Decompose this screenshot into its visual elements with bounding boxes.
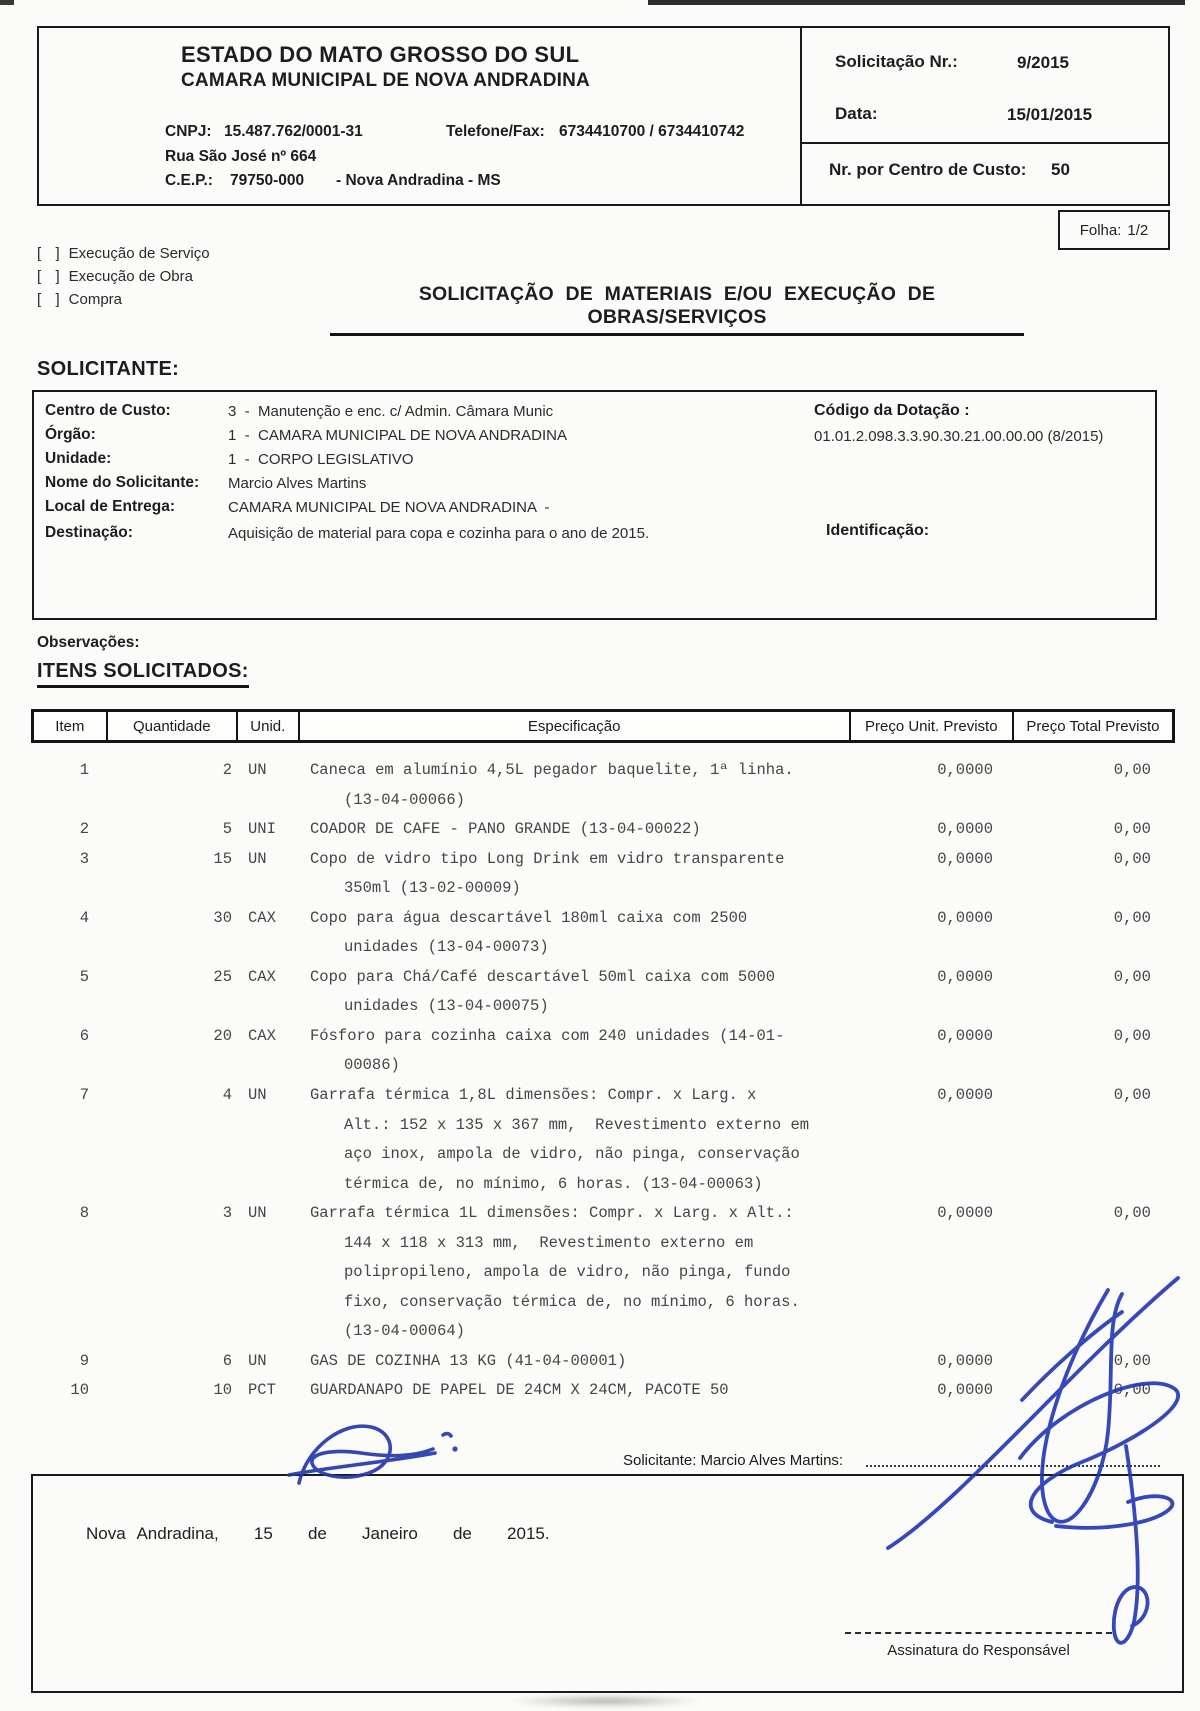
cell-item: 3 (79, 849, 89, 868)
cell-item: 9 (79, 1351, 89, 1370)
cell-spec (310, 1081, 890, 1199)
spec-line: unidades (13-04-00073) (344, 938, 549, 957)
cell-unit: UN (248, 849, 267, 868)
cell-spec (310, 1022, 890, 1081)
cell-unit: CAX (248, 908, 276, 927)
cell-unit_price: 0,0000 (937, 1204, 993, 1223)
cell-total_price: 0,00 (1113, 1026, 1151, 1045)
phone-label: Telefone/Fax: (446, 123, 545, 140)
date-value: 15/01/2015 (1007, 105, 1093, 124)
spec-line: fixo, conservação térmica de, no mínimo, 6 horas. (344, 1292, 800, 1311)
cell-qty: 25 (213, 967, 232, 986)
spec-line: Copo de vidro tipo Long Drink em vidro transparente (310, 849, 785, 868)
responsavel-signature-label: Assinatura do Responsável (887, 1642, 1070, 1659)
checkbox-execucao-servico (37, 245, 210, 262)
column-header: Preço Unit. Previsto (851, 712, 1014, 740)
spec-line: polipropileno, ampola de vidro, não pinga, fundo (344, 1263, 791, 1282)
items-body (31, 756, 1175, 1406)
cost-center-nr-label: Nr. por Centro de Custo: (829, 160, 1027, 179)
spec-line: Caneca em alumínio 4,5L pegador baquelite, 1ª linha. (310, 761, 794, 779)
org-name-chamber: CAMARA MUNICIPAL DE NOVA ANDRADINA (181, 70, 590, 91)
cell-total_price: 0,00 (1113, 1204, 1151, 1223)
column-header: Especificação (300, 712, 851, 740)
spec-line: Copo para Chá/Café descartável 50ml caixa com 5000 (310, 967, 776, 986)
sheet-label: Folha: (1079, 221, 1122, 239)
table-row (31, 845, 1175, 904)
cell-unit_price: 0,0000 (937, 849, 993, 868)
spec-line: GUARDANAPO DE PAPEL DE 24CM X 24CM, PACOTE 50 (310, 1381, 729, 1400)
column-header: Preço Total Previsto (1026, 717, 1160, 735)
org-name-state: ESTADO DO MATO GROSSO DO SUL (181, 42, 580, 67)
spec-line: 144 x 118 x 313 mm, Revestimento externo em (344, 1233, 754, 1252)
spec-line: 350ml (13-02-00009) (344, 879, 521, 898)
cell-qty: 3 (222, 1204, 232, 1223)
cep-value: 79750-000 (230, 172, 305, 189)
checkbox-brackets-icon: [ ] (37, 245, 62, 262)
column-header: Unid. (238, 712, 300, 740)
cell-item: 6 (79, 1026, 89, 1045)
cell-spec (310, 904, 890, 963)
request-section-divider (802, 142, 1168, 144)
cell-qty: 2 (222, 761, 232, 779)
checkbox-compra (37, 291, 122, 308)
cell-total_price: 0,00 (1113, 1086, 1151, 1105)
cell-qty: 15 (213, 849, 232, 868)
cost-center-nr-value: 50 (1051, 160, 1070, 179)
cell-unit_price: 0,0000 (937, 1026, 993, 1045)
field-value: 1 - CORPO LEGISLATIVO (228, 451, 414, 468)
spec-line: Alt.: 152 x 135 x 367 mm, Revestimento externo em (344, 1115, 810, 1134)
scan-edge-artifact-corner (0, 0, 14, 5)
spec-line: COADOR DE CAFE - PANO GRANDE (13-04-00022) (310, 820, 701, 839)
cnpj-label: CNPJ: (165, 123, 212, 140)
sheet-value: 1/2 (1127, 221, 1149, 239)
cell-qty: 4 (222, 1086, 232, 1105)
cell-unit_price: 0,0000 (937, 1351, 993, 1370)
solicitante-signature-label: Solicitante: Marcio Alves Martins: (623, 1452, 844, 1469)
cell-total_price: 0,00 (1113, 1351, 1151, 1370)
request-nr-value: 9/2015 (1017, 53, 1069, 72)
document-title: SOLICITAÇÃO DE MATERIAIS E/OU EXECUÇÃO DE OBRAS/SERVIÇOS (330, 283, 1024, 336)
spec-line: GAS DE COZINHA 13 KG (41-04-00001) (310, 1351, 627, 1370)
field-label: Órgão: (45, 426, 96, 443)
cell-unit: UN (248, 1351, 267, 1370)
cell-spec (310, 963, 890, 1022)
checkbox-label: Execução de Serviço (68, 245, 210, 262)
table-row (31, 1376, 1175, 1406)
cep-label: C.E.P.: (165, 172, 213, 189)
cell-qty: 10 (213, 1381, 232, 1400)
spec-line: Garrafa térmica 1,8L dimensões: Compr. x Larg. x (310, 1086, 757, 1105)
cell-item: 1 (79, 761, 89, 779)
table-row (31, 963, 1175, 1022)
field-value: CAMARA MUNICIPAL DE NOVA ANDRADINA - (228, 499, 550, 516)
place-date-line: Nova Andradina, 15 de Janeiro de 2015. (86, 1524, 550, 1543)
spec-line: (13-04-00064) (344, 1322, 465, 1341)
cell-unit: CAX (248, 967, 276, 986)
cell-unit: UN (248, 1086, 267, 1105)
cell-item: 4 (79, 908, 89, 927)
items-table-header (31, 709, 1175, 743)
solicitante-box (32, 390, 1157, 620)
spec-line: 00086) (344, 1056, 400, 1075)
checkbox-label: Execução de Obra (68, 268, 193, 285)
cell-unit_price: 0,0000 (937, 1381, 993, 1400)
field-label: Centro de Custo: (45, 402, 171, 419)
field-value: Aquisição de material para copa e cozinha para o ano de 2015. (228, 525, 650, 542)
cell-spec (310, 845, 890, 904)
cell-item: 2 (79, 820, 89, 839)
table-row (31, 756, 1175, 815)
cell-unit: UN (248, 761, 267, 779)
field-label: Local de Entrega: (45, 498, 176, 515)
letterhead-box (37, 26, 1170, 206)
cell-total_price: 0,00 (1113, 761, 1151, 779)
request-nr-label: Solicitação Nr.: (835, 52, 958, 71)
spec-line: Fósforo para cozinha caixa com 240 unidades (14-01- (310, 1026, 785, 1045)
cell-item: 5 (79, 967, 89, 986)
table-row (31, 1199, 1175, 1347)
cell-qty: 5 (222, 820, 232, 839)
cell-total_price: 0,00 (1113, 820, 1151, 839)
field-value: 3 - Manutenção e enc. c/ Admin. Câmara Munic (228, 403, 554, 420)
column-header: Item (34, 712, 108, 740)
checkbox-brackets-icon: [ ] (37, 291, 62, 308)
field-label: Destinação: (45, 524, 133, 541)
table-row (31, 1022, 1175, 1081)
dotacao-value: 01.01.2.098.3.3.90.30.21.00.00.00 (8/2015) (814, 428, 1104, 445)
cell-unit: UNI (248, 820, 276, 839)
dotacao-label: Código da Dotação : (814, 402, 970, 419)
scan-edge-artifact-top (648, 0, 1185, 5)
cell-spec (310, 1199, 890, 1347)
spec-line: aço inox, ampola de vidro, não pinga, conservação (344, 1145, 800, 1164)
field-label: Unidade: (45, 450, 112, 467)
cell-item: 8 (79, 1204, 89, 1223)
cell-total_price: 0,00 (1113, 967, 1151, 986)
scan-smudge-bottom (505, 1694, 705, 1708)
cell-unit_price: 0,0000 (937, 761, 993, 779)
checkbox-execucao-obra (37, 268, 193, 285)
cell-total_price: 0,00 (1113, 908, 1151, 927)
spec-line: (13-04-00066) (344, 790, 465, 809)
checkbox-brackets-icon: [ ] (37, 268, 62, 285)
observacoes-label: Observações: (37, 634, 140, 651)
spec-line: Copo para água descartável 180ml caixa com 2500 (310, 908, 748, 927)
cell-spec (310, 1347, 890, 1377)
cell-qty: 6 (222, 1351, 232, 1370)
items-heading: ITENS SOLICITADOS: (37, 660, 249, 688)
field-value: 1 - CAMARA MUNICIPAL DE NOVA ANDRADINA (228, 427, 567, 444)
cell-item: 7 (79, 1086, 89, 1105)
table-row (31, 1081, 1175, 1199)
cell-spec (310, 815, 890, 845)
cell-spec (310, 1376, 890, 1406)
table-row (31, 815, 1175, 845)
signature-box (31, 1474, 1184, 1693)
cell-spec (310, 756, 890, 815)
cell-unit_price: 0,0000 (937, 908, 993, 927)
identificacao-label: Identificação: (826, 522, 930, 539)
cell-total_price: 0,00 (1113, 849, 1151, 868)
cell-unit_price: 0,0000 (937, 1086, 993, 1105)
cell-unit_price: 0,0000 (937, 967, 993, 986)
cell-qty: 30 (213, 908, 232, 927)
responsavel-signature-line (845, 1632, 1112, 1634)
cnpj-value: 15.487.762/0001-31 (224, 123, 363, 140)
cell-unit: CAX (248, 1026, 276, 1045)
phone-value: 6734410700 / 6734410742 (559, 123, 745, 140)
spec-line: Garrafa térmica 1L dimensões: Compr. x Larg. x Alt.: (310, 1204, 794, 1223)
checkbox-label: Compra (68, 291, 123, 308)
table-row (31, 1347, 1175, 1377)
table-row (31, 904, 1175, 963)
city-value: - Nova Andradina - MS (336, 172, 501, 189)
field-label: Nome do Solicitante: (45, 474, 200, 491)
cell-item: 10 (70, 1381, 89, 1400)
cell-qty: 20 (213, 1026, 232, 1045)
cell-unit_price: 0,0000 (937, 820, 993, 839)
cell-unit: UN (248, 1204, 267, 1223)
cell-unit: PCT (248, 1381, 276, 1400)
address-line: Rua São José nº 664 (165, 148, 317, 165)
cell-total_price: 0,00 (1113, 1381, 1151, 1400)
request-info-section (802, 28, 1168, 204)
field-value: Marcio Alves Martins (228, 475, 367, 492)
sheet-number-box (1058, 210, 1170, 250)
spec-line: unidades (13-04-00075) (344, 997, 549, 1016)
spec-line: térmica de, no mínimo, 6 horas. (13-04-00063) (344, 1174, 763, 1193)
column-header: Quantidade (108, 712, 238, 740)
solicitante-heading: SOLICITANTE: (37, 358, 180, 380)
solicitante-signature-line (866, 1447, 1160, 1467)
date-label: Data: (835, 104, 878, 123)
